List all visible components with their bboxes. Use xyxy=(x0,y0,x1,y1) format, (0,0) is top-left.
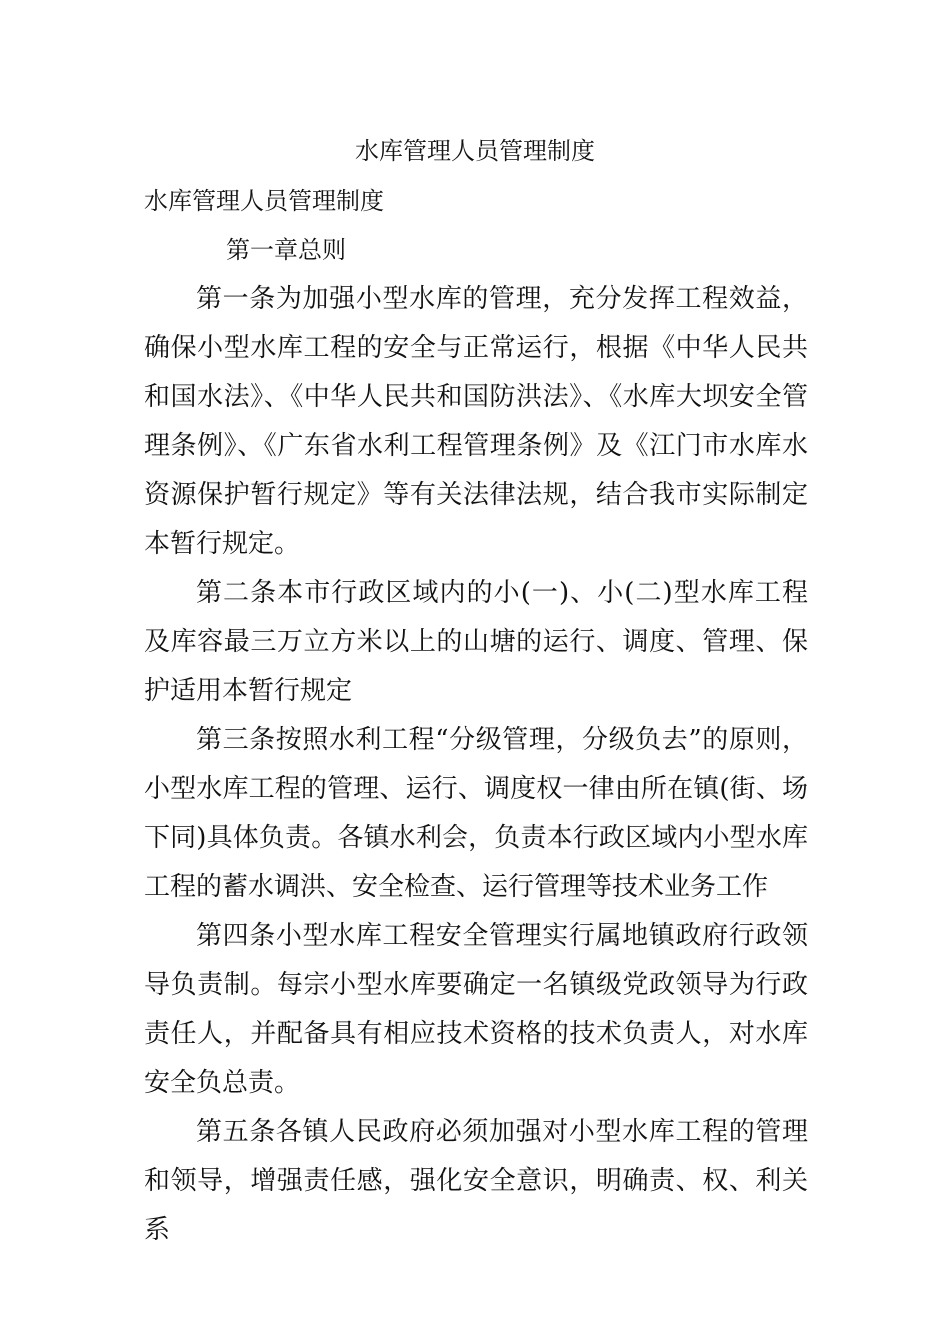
paragraph-article-2: 第二条本市行政区域内的小(一)、小(二)型水库工程及库容最三万立方米以上的山塘的运行、调度、管理、保护适用本暂行规定 xyxy=(144,578,808,706)
paragraph-article-3: 第三条按照水利工程“分级管理，分级负去”的原则，小型水库工程的管理、运行、调度权一律由所在镇(街、场下同)具体负责。各镇水利会，负责本行政区域内小型水库工程的蓄水调洪、安全检查、运行管理等技术业务工作 xyxy=(144,725,808,902)
chapter-heading: 第一章总则 xyxy=(226,236,346,264)
document-title: 水库管理人员管理制度 xyxy=(355,137,595,165)
paragraph-article-5: 第五条各镇人民政府必须加强对小型水库工程的管理和领导，增强责任感，强化安全意识，明确责、权、利关系 xyxy=(144,1117,808,1245)
paragraph-article-4: 第四条小型水库工程安全管理实行属地镇政府行政领导负责制。每宗小型水库要确定一名镇级党政领导为行政责任人，并配备具有相应技术资格的技术负责人，对水库安全负总责。 xyxy=(144,921,808,1098)
paragraph-article-1: 第一条为加强小型水库的管理，充分发挥工程效益，确保小型水库工程的安全与正常运行，根据《中华人民共和国水法》、《中华人民共和国防洪法》、《水库大坝安全管理条例》、《广东省水利工程管理条例》及《江门市水库水资源保护暂行规定》等有关法律法规，结合我市实际制定本暂行规定。 xyxy=(144,284,808,559)
document-body xyxy=(144,275,808,1255)
document-subtitle: 水库管理人员管理制度 xyxy=(144,187,384,215)
